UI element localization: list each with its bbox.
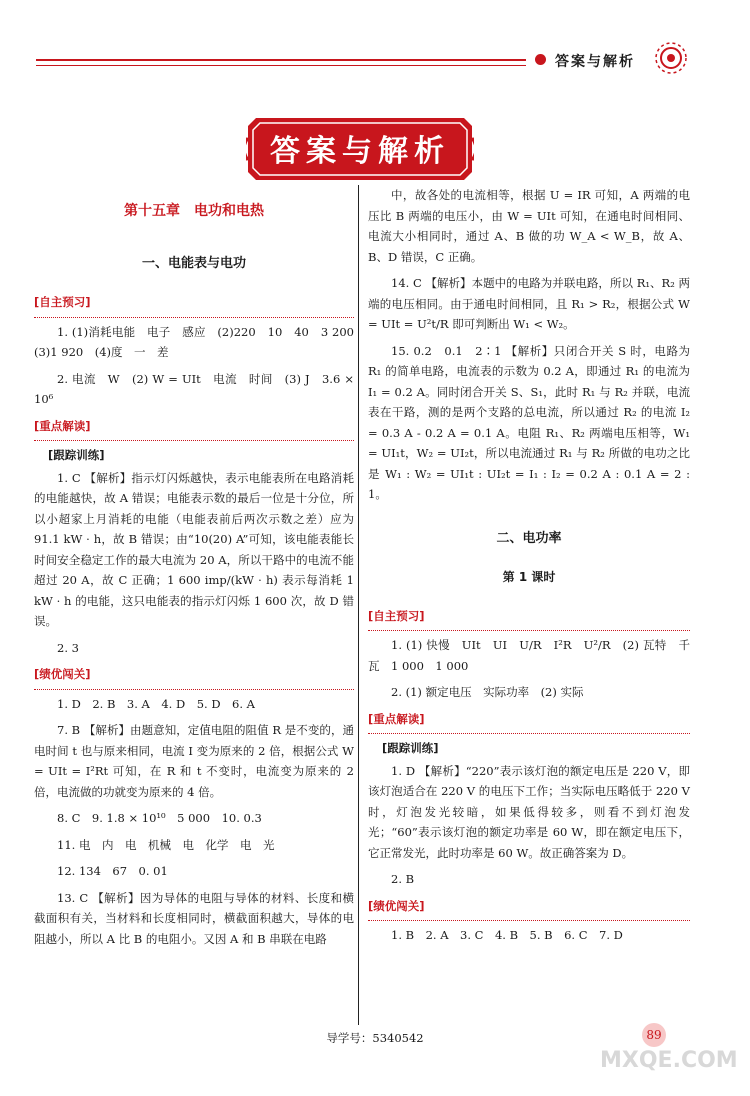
tag-excel: [ 绩优闯关 ]: [368, 896, 690, 917]
chapter-title: 第十五章 电功和电热: [124, 203, 264, 219]
tag-preview: [ 自主预习 ]: [368, 606, 690, 627]
subtag-follow: [ 跟踪训练 ]: [382, 738, 690, 759]
lesson-title: 第 1 课时: [502, 570, 556, 584]
footer-code: 导学号：5340542: [326, 1031, 424, 1045]
watermark: MXQE.COM: [600, 1048, 738, 1073]
divider: [368, 630, 690, 631]
answer-paragraph: 8. C 9. 1.8 × 10¹⁰ 5 000 10. 0.3: [57, 811, 262, 825]
answer-paragraph: 1. (1) 快慢 UIt UI U/R I²R U²/R (2) 瓦特 千瓦 1 000 1 000: [368, 638, 690, 673]
header-rule: [36, 59, 526, 61]
sun-emblem-icon: [653, 40, 689, 76]
banner-title: 答案与解析: [270, 134, 450, 169]
divider: [34, 317, 354, 318]
divider: [368, 733, 690, 734]
divider: [34, 440, 354, 441]
tag-excel: [ 绩优闯关 ]: [34, 664, 354, 685]
answer-paragraph: 2. (1) 额定电压 实际功率 (2) 实际: [391, 685, 584, 699]
answer-paragraph: 11. 电 内 电 机械 电 化学 电 光: [57, 837, 275, 852]
answer-paragraph: 1. B 2. A 3. C 4. B 5. B 6. C 7. D: [391, 928, 623, 942]
right-column: [368, 185, 690, 952]
column-divider: [358, 185, 359, 1025]
page-number: 89: [642, 1023, 666, 1047]
answer-paragraph: 2. B: [391, 872, 415, 886]
header-rule-thin: [36, 65, 526, 66]
tag-key: [ 重点解读 ]: [34, 416, 354, 437]
answer-paragraph: 7. B 【解析】由题意知，定值电阻的阻值 R 是不变的，通电时间 t 也与原来相同，电流 I 变为原来的 2 倍，根据公式 W = UIt = I²Rt 可知，在 R 和 t 不变时，电流变为原来的 2 倍，电流做的功就变为原来的 4 倍。: [34, 723, 354, 799]
answer-paragraph: 中，故各处的电流相等，根据 U = IR 可知，A 两端的电压比 B 两端的电压小，由 W = UIt 可知，在通电时间相同、电流大小相同时，通过 A、B 做的功 W_A < W_B，故 A、B、D 错误，C 正确。: [368, 188, 690, 264]
divider: [34, 689, 354, 690]
answer-paragraph: 1. D 【解析】“220”表示该灯泡的额定电压是 220 V，即该灯泡适合在 220 V 的电压下工作；当实际电压略低于 220 V 时，灯泡发光较暗，如果低得较多，则看不到灯泡发光；“60”表示该灯泡的额定功率是 60 W，即在额定电压下，它正常发光，此时功率是 60 W。故正确答案为 D。: [368, 763, 690, 860]
header-label: 答案与解析: [555, 54, 635, 70]
subtag-follow: [ 跟踪训练 ]: [48, 445, 354, 466]
answer-paragraph: 1. C 【解析】指示灯闪烁越快，表示电能表所在电路消耗的电能越快，故 A 错误；电能表示数的最后一位是十分位，所以小超家上月消耗的电能（电能表前后两次示数之差）应为 91.1 kW · h，故 B 错误；由“10(20) A”可知，该电能表能长时间安全稳定工作的最大电流为 20 A，所以干路中的电流不能超过 20 A，故 C 正确；1 600 imp/(kW · h) 表示每消耗 1 kW · h 的电能，这只电能表的指示灯闪烁 1 600 次，故 D 错误。: [34, 470, 354, 628]
section-title: 二、电功率: [496, 530, 562, 546]
answer-paragraph: 1. (1)消耗电能 电子 感应 (2)220 10 40 3 200 (3)1 920 (4)度 一 差: [34, 324, 366, 359]
section-title: 一、电能表与电功: [141, 255, 246, 271]
tag-key: [ 重点解读 ]: [368, 709, 690, 730]
left-column: [34, 185, 366, 955]
header-dot: [535, 54, 546, 65]
answer-paragraph: 12. 134 67 0. 01: [57, 864, 168, 878]
answer-paragraph: 2. 电流 W (2) W = UIt 电流 时间 (3) J 3.6 × 10⁶: [34, 371, 354, 406]
divider: [368, 920, 690, 921]
answer-paragraph: 15. 0.2 0.1 2∶1 【解析】只闭合开关 S 时，电路为 R₁ 的简单电路，电流表的示数为 0.2 A，即通过 R₁ 的电流为 I₁ = 0.2 A。同时闭合开关 S、S₁，此时 R₁ 与 R₂ 并联，电流表在干路，测的是两个支路的总电流，所以通过 R₂ 的电流 I₂ = 0.3 A - 0.2 A = 0.1 A。电阻 R₁、R₂ 两端电压相等，W₁ = UI₁t，W₂ = UI₂t，所以电流通过 R₁ 与 R₂ 所做的电功之比是 W₁ : W₂ = UI₁t : UI₂t = I₁ : I₂ = 0.2 A : 0.1 A = 2 : 1。: [368, 343, 690, 501]
tag-preview: [ 自主预习 ]: [34, 292, 354, 313]
answer-paragraph: 2. 3: [57, 640, 79, 655]
answer-paragraph: 13. C 【解析】因为导体的电阻与导体的材料、长度和横截面积有关，当材料和长度相同时，横截面积越大，导体的电阻越小，所以 A 比 B 的电阻小。又因 A 和 B 串联在电路: [34, 890, 354, 946]
answer-paragraph: 1. D 2. B 3. A 4. D 5. D 6. A: [57, 696, 255, 711]
answer-paragraph: 14. C 【解析】本题中的电路为并联电路，所以 R₁、R₂ 两端的电压相同。由于通电时间相同，且 R₁ > R₂，根据公式 W = UIt = U²t/R 即可判断出 W₁ < W₂。: [368, 276, 690, 331]
